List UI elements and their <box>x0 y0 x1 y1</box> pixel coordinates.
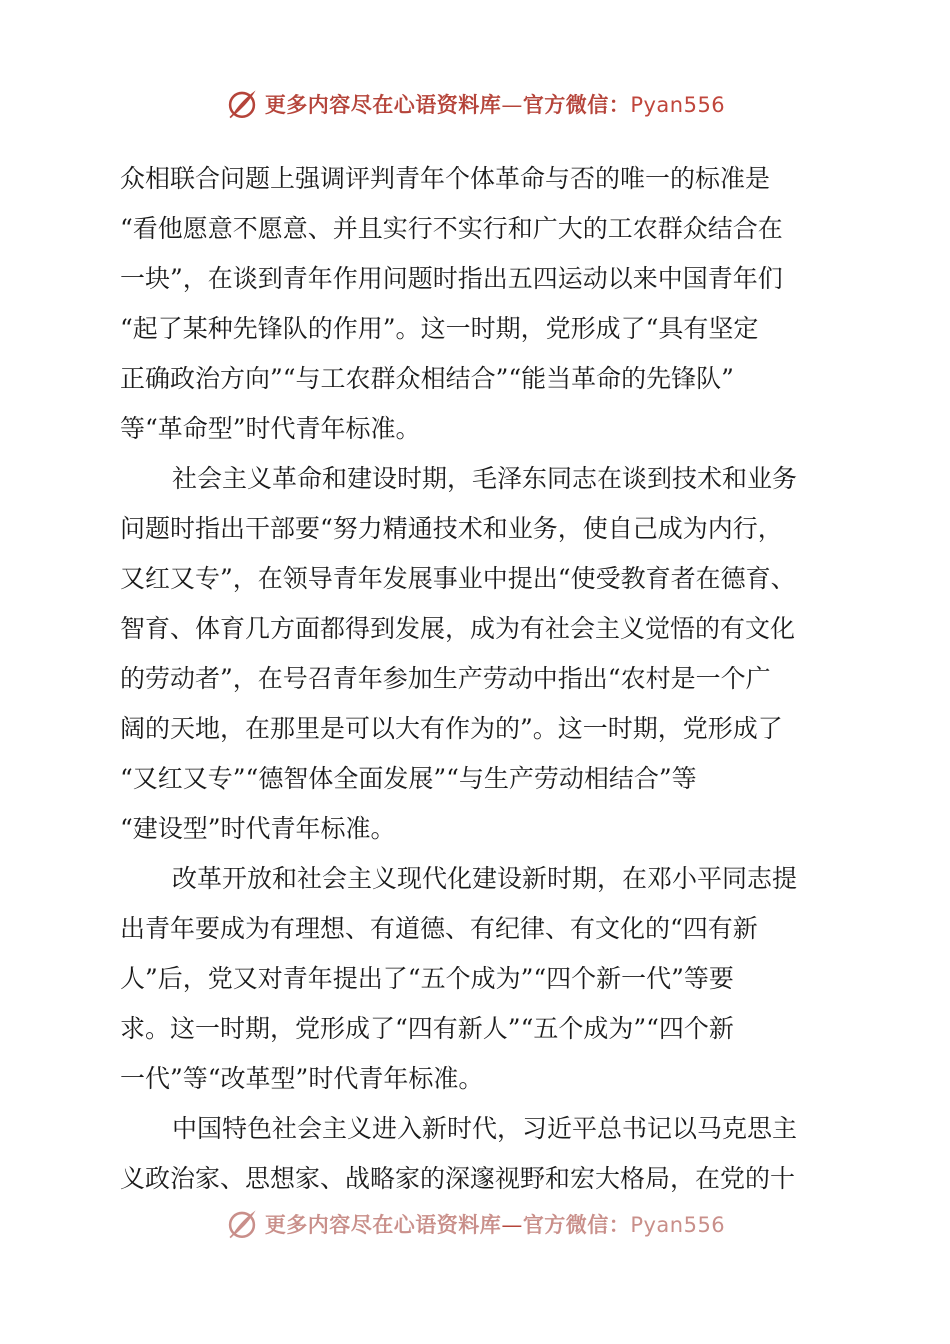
footer-banner-wechat-label: 官方微信： <box>522 1212 631 1237</box>
body-line: “建设型”时代青年标准。 <box>120 814 396 843</box>
paragraph-first-line: 社会主义革命和建设时期，毛泽东同志在谈到技术和业务 <box>172 464 798 493</box>
footer-banner-text <box>265 1209 725 1239</box>
body-line: 智育、体育几方面都得到发展，成为有社会主义觉悟的有文化 <box>120 614 796 643</box>
header-banner-wechat-id: Pyan556 <box>630 93 726 117</box>
document-body <box>120 154 830 1204</box>
paragraph-first-line: 中国特色社会主义进入新时代，习近平总书记以马克思主 <box>172 1114 798 1143</box>
body-line: 等“革命型”时代青年标准。 <box>120 414 421 443</box>
body-line: 义政治家、思想家、战略家的深邃视野和宏大格局，在党的十 <box>120 1164 796 1193</box>
body-line: 人”后，党又对青年提出了“五个成为”“四个新一代”等要 <box>120 964 734 993</box>
quill-logo-icon <box>225 87 259 121</box>
body-line: “起了某种先锋队的作用”。这一时期，党形成了“具有坚定 <box>120 314 759 343</box>
header-banner <box>0 84 950 124</box>
body-line: 求。这一时期，党形成了“四有新人”“五个成为”“四个新 <box>120 1014 734 1043</box>
body-line: 又红又专”，在领导青年发展事业中提出“使受教育者在德育、 <box>120 564 796 593</box>
body-line: 的劳动者”，在号召青年参加生产劳动中指出“农村是一个广 <box>120 664 771 693</box>
footer-banner-separator: — <box>501 1213 523 1237</box>
footer-banner-title: 更多内容尽在心语资料库 <box>264 1212 502 1237</box>
body-line: 一代”等“改革型”时代青年标准。 <box>120 1064 484 1093</box>
body-line: 众相联合问题上强调评判青年个体革命与否的唯一的标准是 <box>120 164 771 193</box>
footer-banner <box>0 1204 950 1244</box>
quill-logo-icon <box>225 1207 259 1241</box>
footer-banner-wechat-id: Pyan556 <box>630 1213 726 1237</box>
body-line: “看他愿意不愿意、并且实行不实行和广大的工农群众结合在 <box>120 214 783 243</box>
header-banner-separator: — <box>501 93 523 117</box>
body-line: 问题时指出干部要“努力精通技术和业务，使自己成为内行， <box>120 514 783 543</box>
body-line: 一块”，在谈到青年作用问题时指出五四运动以来中国青年们 <box>120 264 783 293</box>
body-line: 出青年要成为有理想、有道德、有纪律、有文化的“四有新 <box>120 914 758 943</box>
body-line: 阔的天地，在那里是可以大有作为的”。这一时期，党形成了 <box>120 714 783 743</box>
header-banner-text <box>265 89 725 119</box>
header-banner-title: 更多内容尽在心语资料库 <box>264 92 502 117</box>
body-line: “又红又专”“德智体全面发展”“与生产劳动相结合”等 <box>120 764 697 793</box>
paragraph-first-line: 改革开放和社会主义现代化建设新时期，在邓小平同志提 <box>172 864 798 893</box>
body-line: 正确政治方向”“与工农群众相结合”“能当革命的先锋队” <box>120 364 734 393</box>
header-banner-wechat-label: 官方微信： <box>522 92 631 117</box>
